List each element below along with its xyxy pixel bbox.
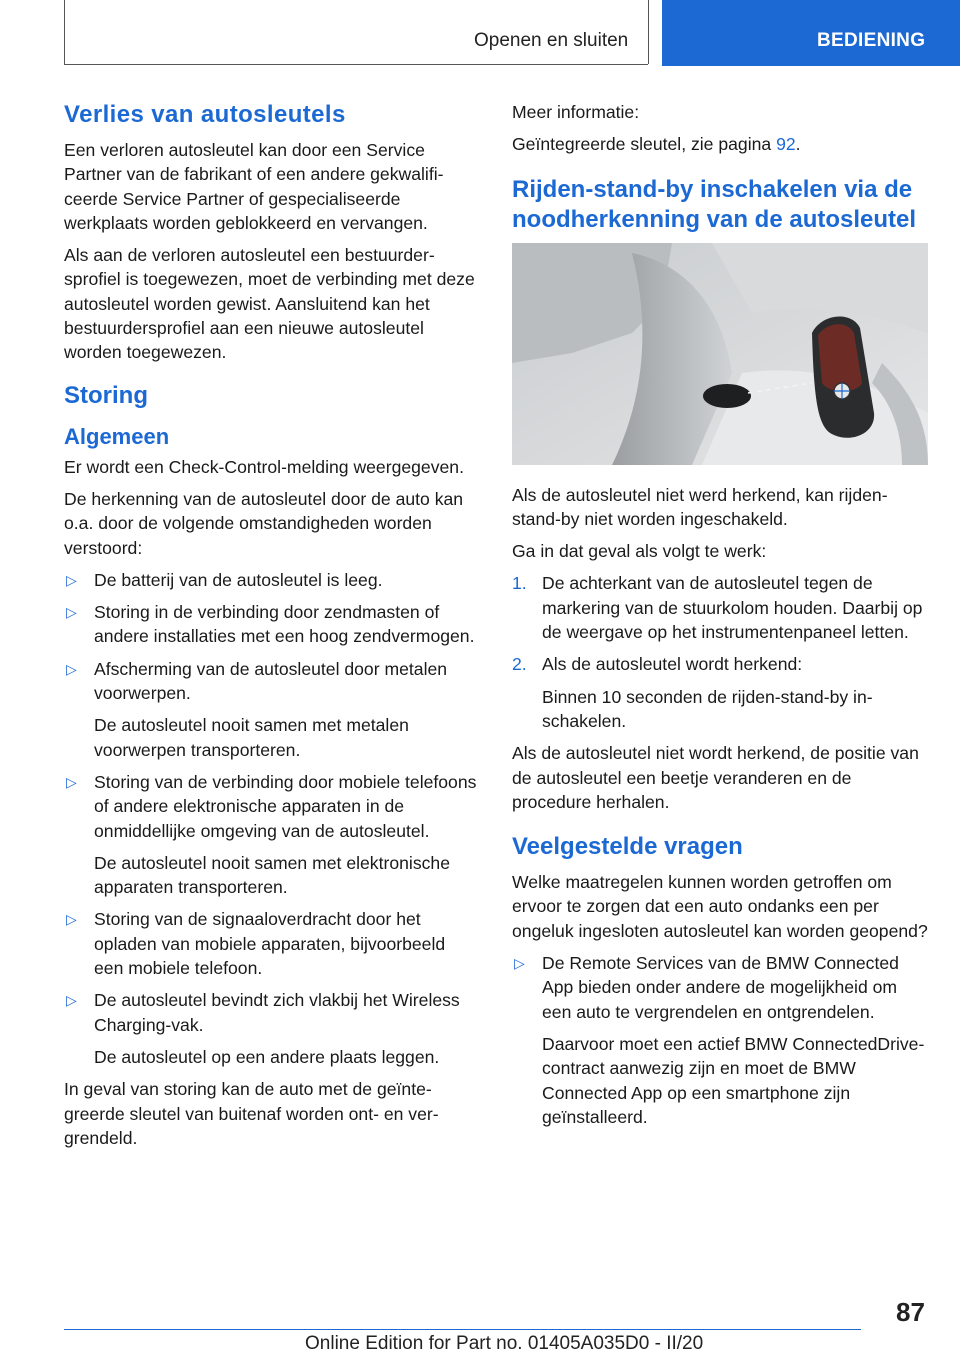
list-item: ▷ De batterij van de autosleutel is leeg.: [64, 568, 478, 592]
left-column: [64, 100, 478, 1158]
list-item: ▷ Afscherming van de autosleutel door metalen voorwerpen.: [66, 658, 448, 704]
paragraph: Als aan de verloren autosleutel een bestuurdersprofiel is toegewezen, moet de verbinding met deze autosleutel worden gewist. Aansluitend kan het bestuurdersprofiel aan een nieuwe autosleutel worden toegewezen.: [64, 245, 475, 363]
page-link[interactable]: 92: [776, 134, 796, 155]
list-item: ▷ De Remote Services van de BMW Connected App bieden onder andere de mogelijkheid om een auto te vergrendelen en ontgrendelen.: [514, 953, 899, 1022]
list-item-note: Binnen 10 seconden de rijden-stand-by inschakelen.: [542, 686, 873, 731]
paragraph-crossref: Geïntegreerde sleutel, zie pagina 92.: [512, 134, 801, 155]
paragraph: Ga in dat geval als volgt te werk:: [512, 541, 767, 562]
header-chapter-tab: [662, 0, 960, 66]
bullet-triangle-icon: ▷: [66, 992, 77, 1009]
footer-edition: Online Edition for Part no. 01405A035D0 - II/20: [305, 1333, 704, 1354]
bullet-triangle-icon: ▷: [66, 660, 77, 677]
list-item: ▷ De autosleutel bevindt zich vlakbij het Wireless Charging-vak.: [66, 990, 460, 1035]
header-left-rule: [64, 0, 65, 64]
bullet-triangle-icon: ▷: [514, 955, 525, 972]
header-chapter-label: BEDIENING: [817, 30, 926, 51]
heading-algemeen: Algemeen: [64, 423, 170, 449]
list-item-step: 2. Als de autosleutel wordt herkend:: [512, 654, 803, 675]
header-section-title: Openen en sluiten: [474, 30, 629, 51]
paragraph: De herkenning van de autosleutel door de auto kan o.a. door de volgende omstandigheden worden verstoord:: [64, 488, 464, 558]
right-column: [512, 100, 928, 1137]
list-item-note: De autosleutel op een andere plaats leggen.: [94, 1046, 440, 1067]
bullet-triangle-icon: ▷: [66, 604, 77, 621]
list-item: ▷ Storing van de signaaloverdracht door het opladen van mobiele apparaten, bijvoorbeeld een mobiele telefoon.: [66, 909, 446, 979]
page-number: 87: [896, 1297, 925, 1327]
bullet-triangle-icon: ▷: [66, 911, 77, 928]
steering-column-key-photo: [512, 243, 928, 465]
paragraph: In geval van storing kan de auto met de geïntegreerde sleutel van buitenaf worden ont- en vergrendeld.: [64, 1079, 439, 1148]
list-item-note: De autosleutel nooit samen met metalen voorwerpen transporteren.: [94, 715, 409, 760]
paragraph: Meer informatie:: [512, 102, 640, 122]
paragraph: Als de autosleutel niet werd herkend, kan rijden-stand-by niet worden ingeschakeld.: [512, 484, 888, 529]
list-item-note: Daarvoor moet een actief BMW ConnectedDrive-contract aanwezig zijn en moet de BMW Connected App op een smartphone zijn geïnstalleerd.: [542, 1033, 925, 1127]
footer-rule: [64, 1329, 861, 1330]
list-item: ▷ Storing in de verbinding door zendmasten of andere installaties met een hoog zendvermogen.: [66, 602, 475, 647]
list-item: ▷ Storing van de verbinding door mobiele telefoons of andere elektronische apparaten in de onmiddellijke omgeving van de autosleutel.: [66, 771, 477, 841]
paragraph: Er wordt een Check-Control-melding weergegeven.: [64, 456, 464, 477]
list-item-step: 1. De achterkant van de autosleutel tegen de markering van de stuurkolom houden. Daarbij op de weergave op het instrumentenpaneel letten.: [512, 573, 923, 643]
list-item-note: De autosleutel nooit samen met elektronische apparaten transporteren.: [94, 852, 450, 898]
header-bottom-rule: [64, 64, 648, 65]
paragraph: Een verloren autosleutel kan door een Service Partner van de fabrikant of een andere gekwalificeerde Service Partner of gespecialiseerde werkplaats worden geblokkeerd en vervangen.: [64, 140, 444, 233]
header-right-rule: [648, 0, 649, 64]
bullet-triangle-icon: ▷: [66, 773, 77, 790]
heading-storing: Storing: [64, 381, 148, 409]
heading-verlies: Verlies van autosleutels: [64, 101, 346, 128]
paragraph: Als de autosleutel niet wordt herkend, de positie van de autosleutel een beetje veranderen en de procedure herhalen.: [512, 743, 919, 812]
heading-vragen: Veelgestelde vragen: [512, 833, 743, 861]
bullet-triangle-icon: ▷: [66, 571, 77, 588]
heading-rijden: Rijden-stand-by inschakelen via de noodherkenning van de autosleutel: [512, 175, 917, 233]
paragraph: Welke maatregelen kunnen worden getroffen om ervoor te zorgen dat een auto ondanks een per ongeluk ingesloten autosleutel kan worden geopend?: [512, 872, 928, 941]
